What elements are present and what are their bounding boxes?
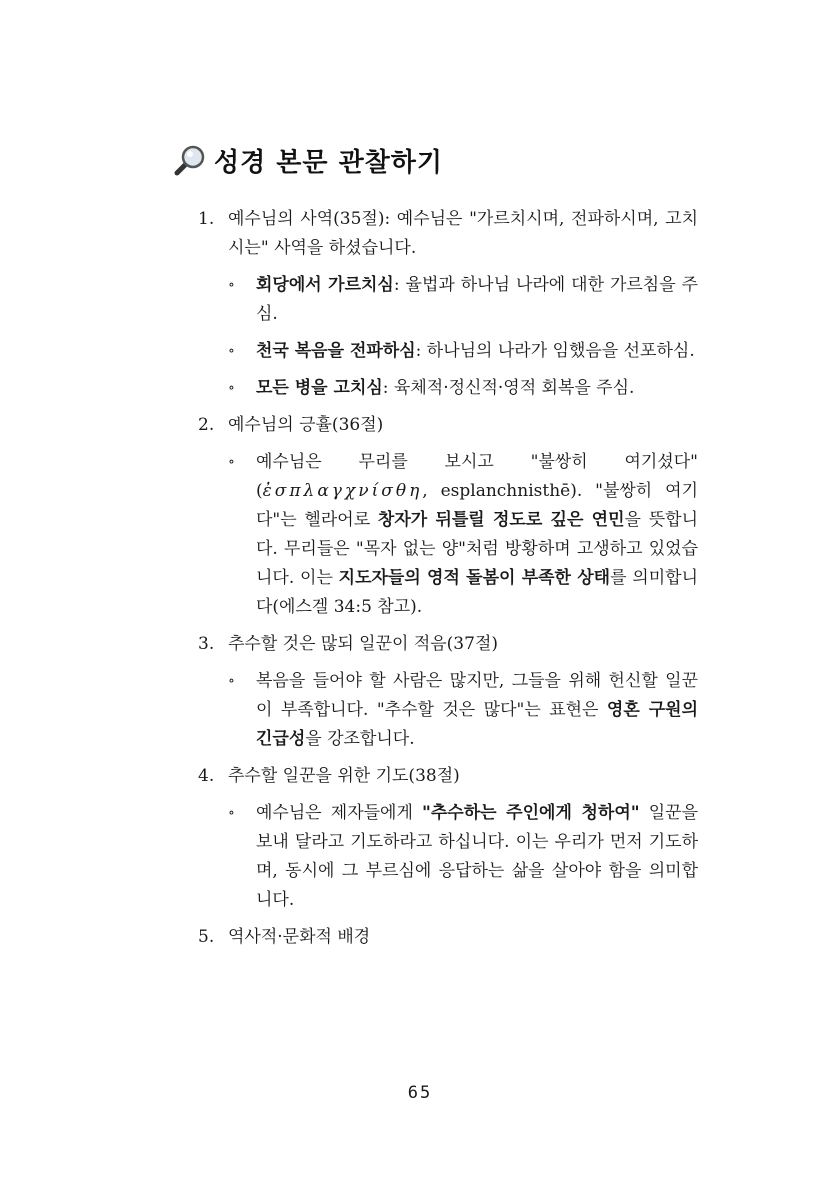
sub-text: 일꾼을 보내 달라고 기도하라고 하십니다. 이는 우리가 먼저 기도하며, 동시에 그 부르심에 응답하는 삶을 살아야 함을 의미합니다. <box>256 803 698 910</box>
item-number: 2. <box>198 415 215 435</box>
sub-text: , esplanchnisthē). "불쌍히 여기다"는 헬라어로 <box>256 481 698 530</box>
sub-list-item <box>228 374 698 403</box>
list-item <box>198 630 698 659</box>
emphasis-text: 지도자들의 영적 돌봄이 부족한 상태 <box>338 568 611 588</box>
sub-text: 복음을 들어야 할 사람은 많지만, 그들을 위해 헌신할 일꾼이 부족합니다. "추수할 것은 많다"는 표현은 <box>256 671 698 720</box>
item-text: 역사적·문화적 배경 <box>228 927 371 947</box>
sub-list-item <box>228 271 698 329</box>
item-number: 5. <box>198 927 215 947</box>
item-number: 3. <box>198 634 215 654</box>
sub-text: : 육체적·정신적·영적 회복을 주심. <box>382 378 635 398</box>
item-text: 예수님의 사역(35절): 예수님은 "가르치시며, 전파하시며, 고치시는" 사역을 하셨습니다. <box>228 209 698 258</box>
sub-text: : 하나님의 나라가 임했음을 선포하심. <box>415 341 695 361</box>
emphasis-text: 회당에서 가르치심 <box>256 275 394 295</box>
item-number: 4. <box>198 766 215 786</box>
sub-text: 예수님은 무리를 보시고 "불쌍히 여기셨다"( <box>256 452 698 501</box>
item-number: 1. <box>198 209 215 229</box>
sub-text: 을 뜻합니다. 무리들은 "목자 없는 양"처럼 방황하며 고생하고 있었습니다. 이는 <box>256 510 698 588</box>
emphasis-text: 모든 병을 고치심 <box>256 378 383 398</box>
magnifier-icon <box>172 144 206 178</box>
sub-list <box>228 271 698 403</box>
bullet-icon: ∘ <box>228 380 235 396</box>
item-text: 추수할 것은 많되 일꾼이 적음(37절) <box>228 634 498 654</box>
list-item <box>198 762 698 791</box>
bullet-icon: ∘ <box>228 277 235 293</box>
emphasis-text: 영혼 구원의 긴급성 <box>256 700 698 749</box>
bullet-icon: ∘ <box>228 343 235 359</box>
sub-text: 를 의미합니다(에스겔 34:5 참고). <box>256 568 698 617</box>
sub-text: : 율법과 하나님 나라에 대한 가르침을 주심. <box>256 275 699 324</box>
emphasis-text: 천국 복음을 전파하심 <box>256 341 416 361</box>
sub-list-item <box>228 337 698 366</box>
bullet-icon: ∘ <box>228 673 235 689</box>
greek-word: ἐσπλαγχνίσθη <box>262 481 423 501</box>
list-item <box>198 923 698 952</box>
bullet-icon: ∘ <box>228 805 235 821</box>
item-text: 예수님의 긍휼(36절) <box>228 415 384 435</box>
page-title: 성경 본문 관찰하기 <box>214 148 444 178</box>
emphasis-text: "추수하는 주인에게 청하여" <box>422 803 640 823</box>
observation-list <box>198 205 698 960</box>
sub-text: 을 강조합니다. <box>305 729 415 749</box>
section-heading <box>172 142 443 179</box>
sub-list-item <box>228 667 698 754</box>
sub-list <box>228 448 698 622</box>
item-text: 추수할 일꾼을 위한 기도(38절) <box>228 766 460 786</box>
sub-list-item <box>228 448 698 622</box>
list-item <box>198 411 698 440</box>
sub-list <box>228 799 698 915</box>
bullet-icon: ∘ <box>228 454 235 470</box>
sub-text: 예수님은 제자들에게 <box>256 803 423 823</box>
emphasis-text: 창자가 뒤틀릴 정도로 깊은 연민 <box>377 510 625 530</box>
list-item <box>198 205 698 263</box>
sub-list-item <box>228 799 698 915</box>
sub-list <box>228 667 698 754</box>
page-number: 65 <box>407 1083 433 1103</box>
